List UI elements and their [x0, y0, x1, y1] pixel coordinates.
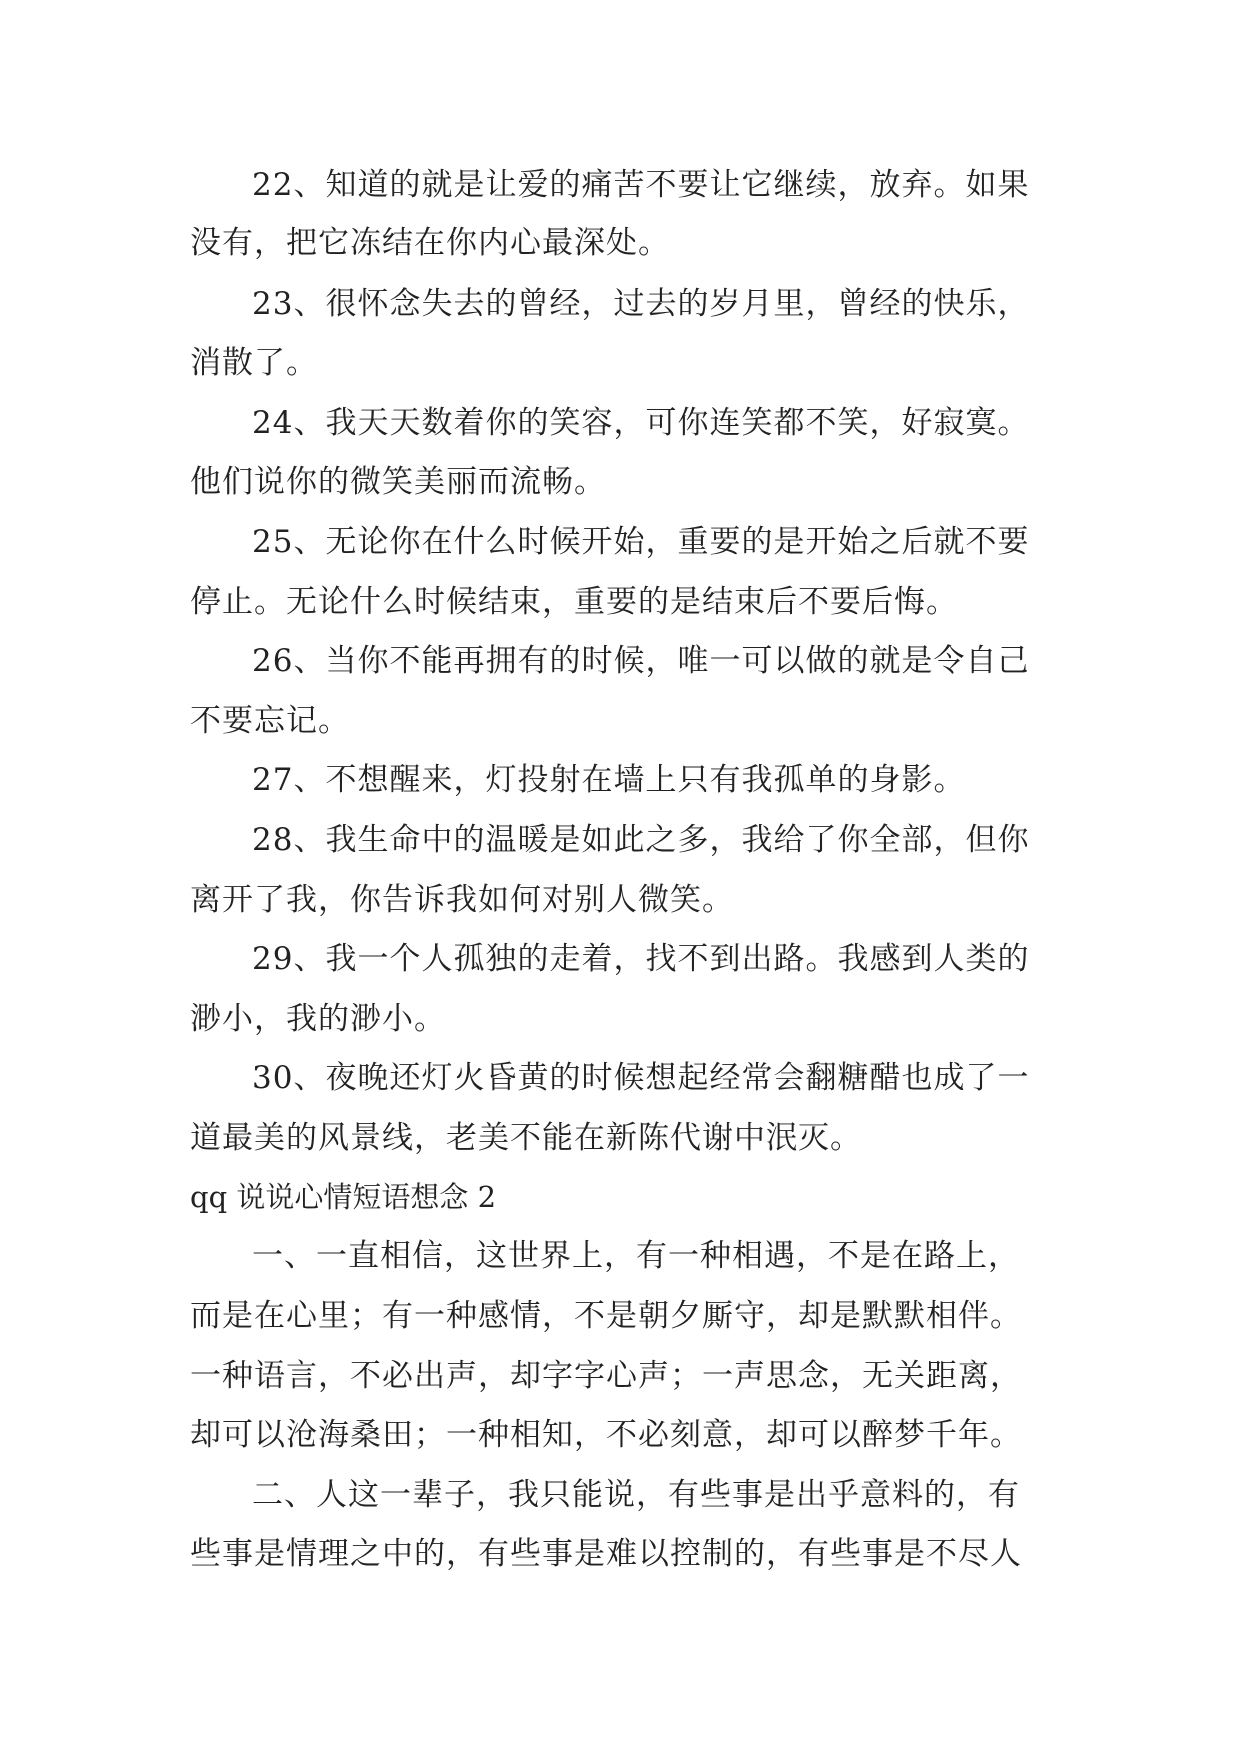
paragraph-26-line-1: 26、当你不能再拥有的时候，唯一可以做的就是令自己 [252, 643, 1030, 679]
paragraph-30-line-2: 道最美的风景线，老美不能在新陈代谢中泯灭。 [190, 1120, 862, 1156]
section-heading: qq 说说心情短语想念 2 [190, 1180, 497, 1214]
paragraph-26-line-2: 不要忘记。 [190, 703, 350, 739]
paragraph-22-line-1: 22、知道的就是让爱的痛苦不要让它继续，放弃。如果 [252, 167, 1030, 203]
paragraph-25-line-2: 停止。无论什么时候结束，重要的是结束后不要后悔。 [190, 584, 958, 620]
paragraph-28-line-2: 离开了我，你告诉我如何对别人微笑。 [190, 882, 734, 918]
paragraph-23-line-2: 消散了。 [190, 345, 318, 381]
paragraph-one-line-3: 一种语言，不必出声，却字字心声；一声思念，无关距离， [190, 1358, 1022, 1394]
paragraph-one-line-4: 却可以沧海桑田；一种相知，不必刻意，却可以醉梦千年。 [190, 1417, 1022, 1453]
paragraph-29-line-1: 29、我一个人孤独的走着，找不到出路。我感到人类的 [252, 941, 1030, 977]
paragraph-25-line-1: 25、无论你在什么时候开始，重要的是开始之后就不要 [252, 524, 1030, 560]
paragraph-29-line-2: 渺小，我的渺小。 [190, 1001, 446, 1037]
paragraph-23-line-1: 23、很怀念失去的曾经，过去的岁月里，曾经的快乐， [252, 286, 1030, 322]
paragraph-22-line-2: 没有，把它冻结在你内心最深处。 [190, 225, 670, 261]
paragraph-one-line-2: 而是在心里；有一种感情，不是朝夕厮守，却是默默相伴。 [190, 1298, 1022, 1334]
paragraph-28-line-1: 28、我生命中的温暖是如此之多，我给了你全部，但你 [252, 822, 1030, 858]
paragraph-27-line-1: 27、不想醒来，灯投射在墙上只有我孤单的身影。 [252, 762, 966, 798]
paragraph-24-line-2: 他们说你的微笑美丽而流畅。 [190, 464, 606, 500]
paragraph-24-line-1: 24、我天天数着你的笑容，可你连笑都不笑，好寂寞。 [252, 405, 1030, 441]
paragraph-30-line-1: 30、夜晚还灯火昏黄的时候想起经常会翻糖醋也成了一 [252, 1060, 1030, 1096]
paragraph-two-line-1: 二、人这一辈子，我只能说，有些事是出乎意料的，有 [252, 1477, 1020, 1513]
paragraph-one-line-1: 一、一直相信，这世界上，有一种相遇，不是在路上， [252, 1238, 1020, 1274]
paragraph-two-line-2: 些事是情理之中的，有些事是难以控制的，有些事是不尽人 [190, 1536, 1022, 1572]
